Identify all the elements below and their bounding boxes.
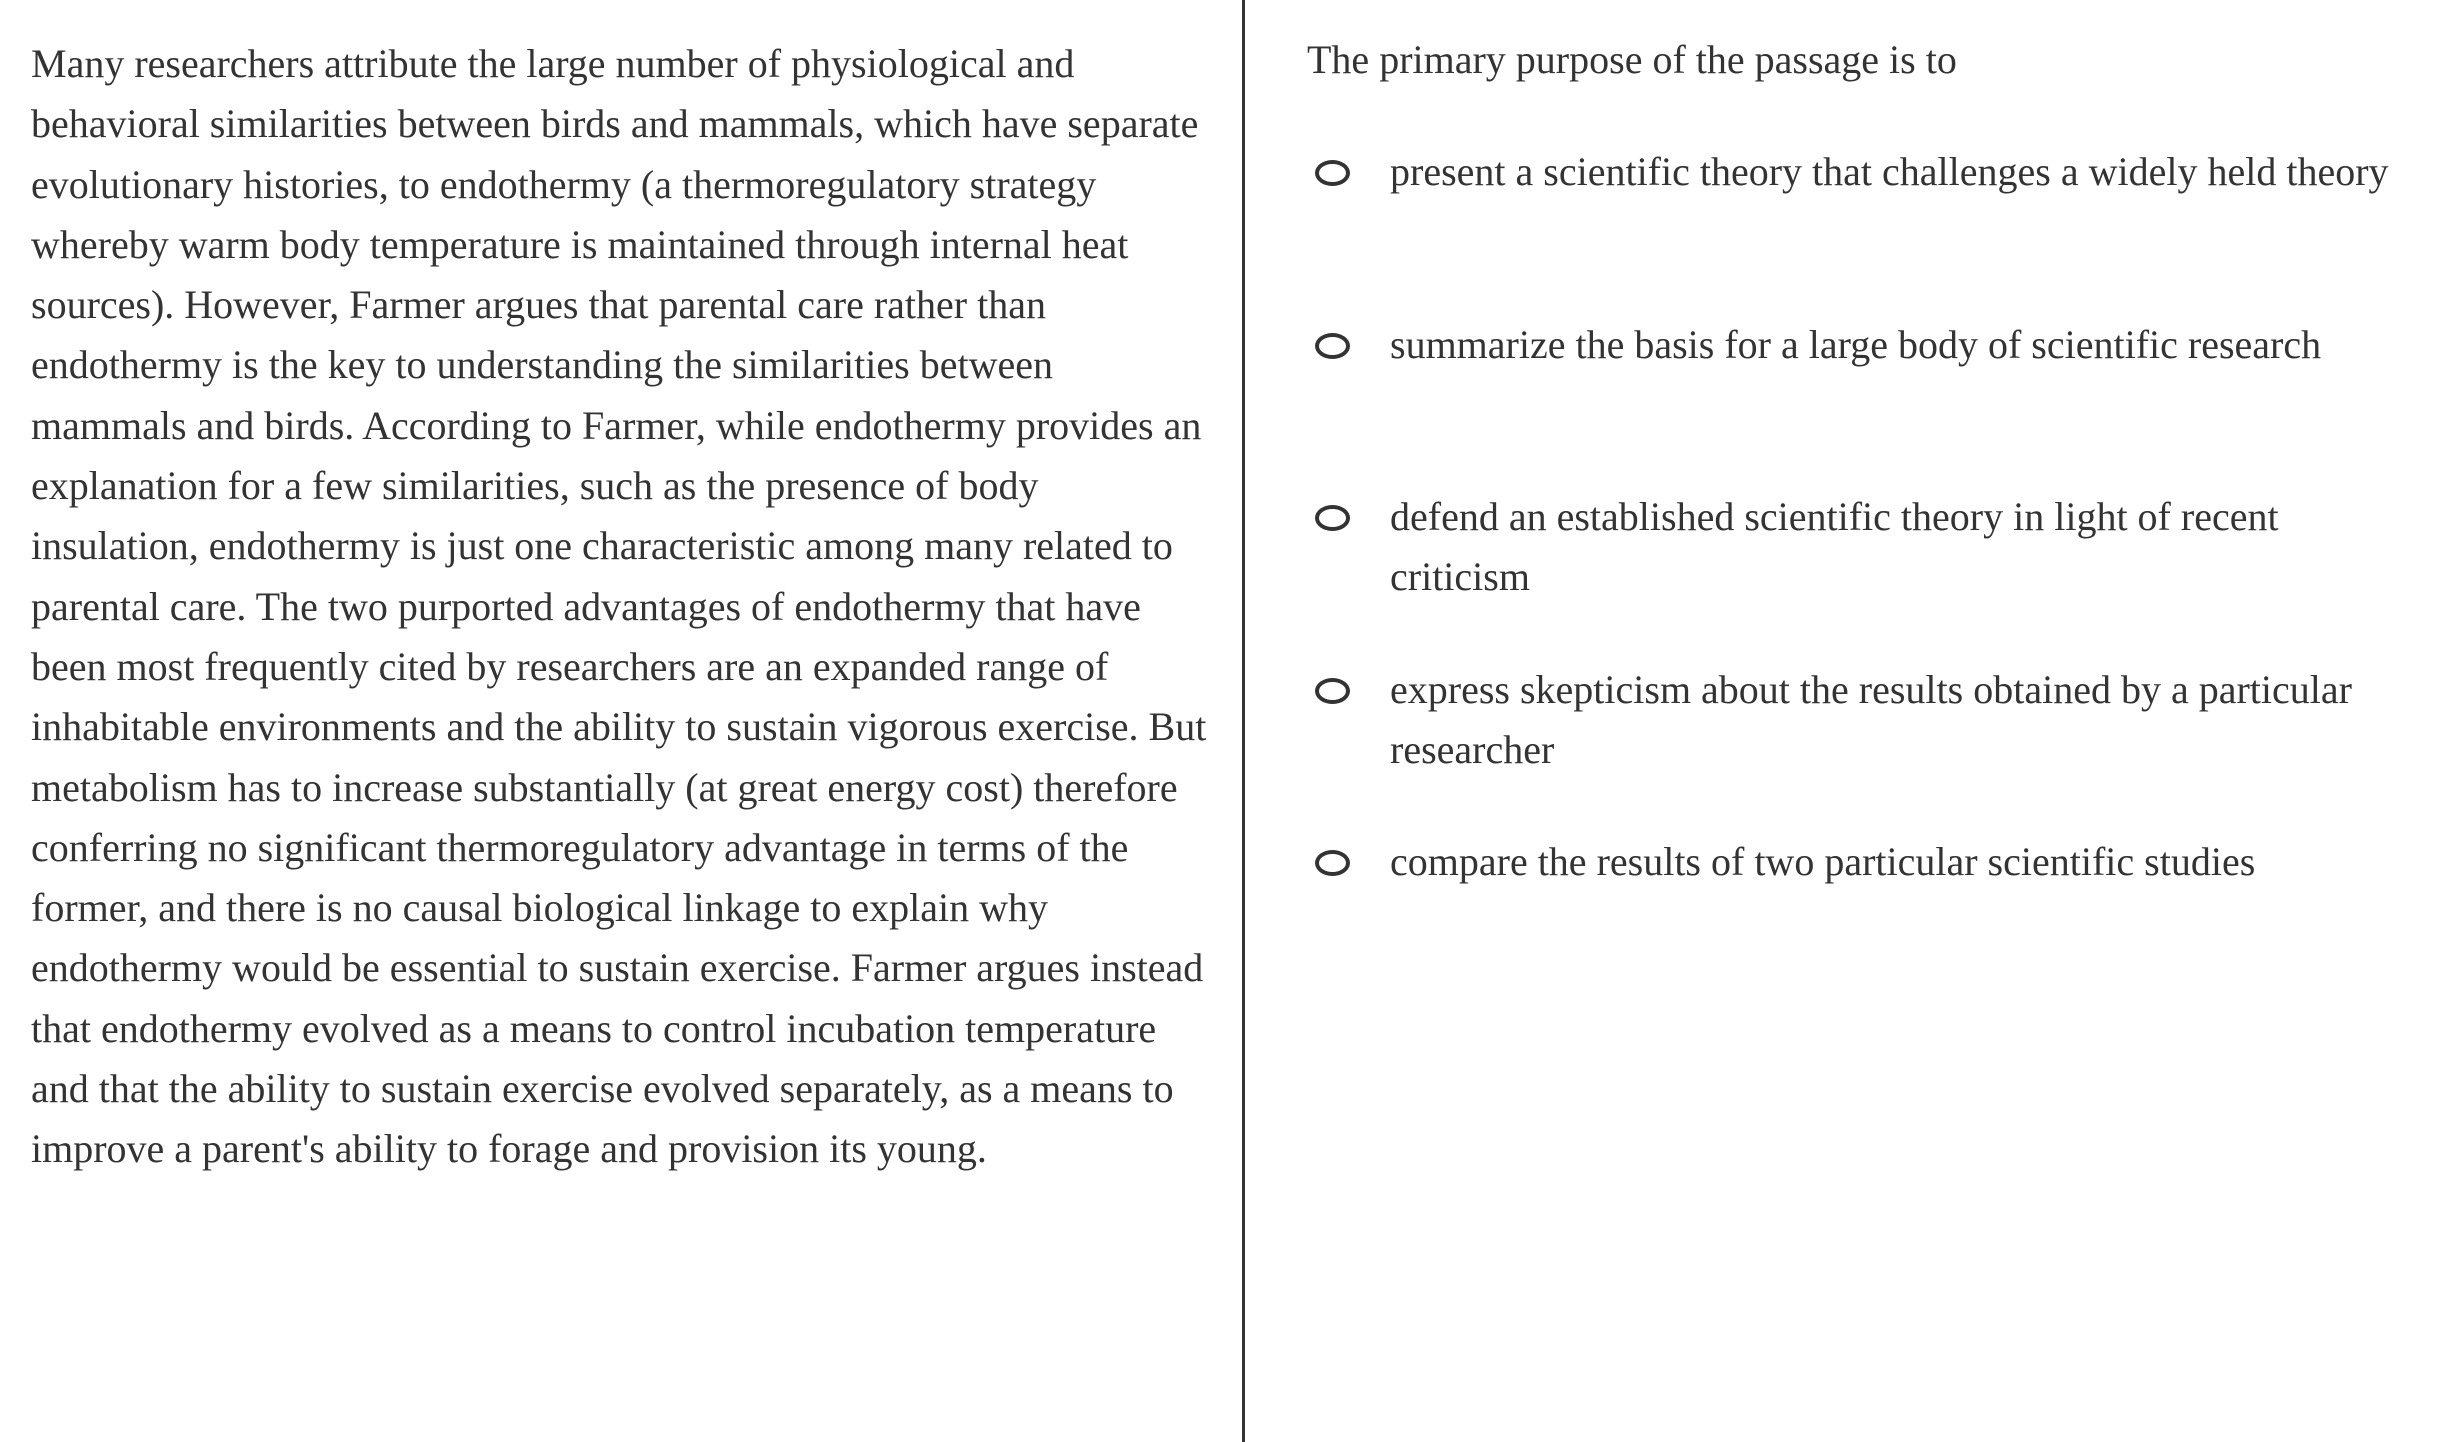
answer-option-label: summarize the basis for a large body of scientific research	[1390, 322, 2322, 367]
radio-button-icon[interactable]	[1315, 850, 1350, 876]
answer-option-label: defend an established scientific theory in light of recent criticism	[1390, 494, 2279, 599]
question-pane	[1245, 0, 2453, 1442]
question-prompt: The primary purpose of the passage is to	[1307, 37, 1957, 82]
passage-text: Many researchers attribute the large number of physiological and behavioral similarities between birds and mammals, which have separate evolutionary histories, to endothermy (a thermoregulatory strategy whereby warm body temperature is maintained through internal heat sources). However, Farmer argues that parental care rather than endothermy is the key to understanding the similarities between mammals and birds. According to Farmer, while endothermy provides an explanation for a few similarities, such as the presence of body insulation, endothermy is just one characteristic among many related to parental care. The two purported advantages of endothermy that have been most frequently cited by researchers are an expanded range of inhabitable environments and the ability to sustain vigorous exercise. But metabolism has to increase substantially (at great energy cost) therefore conferring no significant thermoregulatory advantage in terms of the former, and there is no causal biological linkage to explain why endothermy would be essential to sustain exercise. Farmer argues instead that endothermy evolved as a means to control incubation temperature and that the ability to sustain exercise evolved separately, as a means to improve a parent's ability to forage and provision its young.	[31, 41, 1207, 1172]
radio-button-icon[interactable]	[1315, 678, 1350, 704]
radio-button-icon[interactable]	[1315, 160, 1350, 186]
answer-option-label: present a scientific theory that challenges a widely held theory	[1390, 149, 2389, 194]
radio-button-icon[interactable]	[1315, 505, 1350, 531]
answer-option-label: compare the results of two particular scientific studies	[1390, 839, 2256, 884]
radio-button-icon[interactable]	[1315, 333, 1350, 359]
answer-option-label: express skepticism about the results obtained by a particular researcher	[1390, 667, 2352, 772]
